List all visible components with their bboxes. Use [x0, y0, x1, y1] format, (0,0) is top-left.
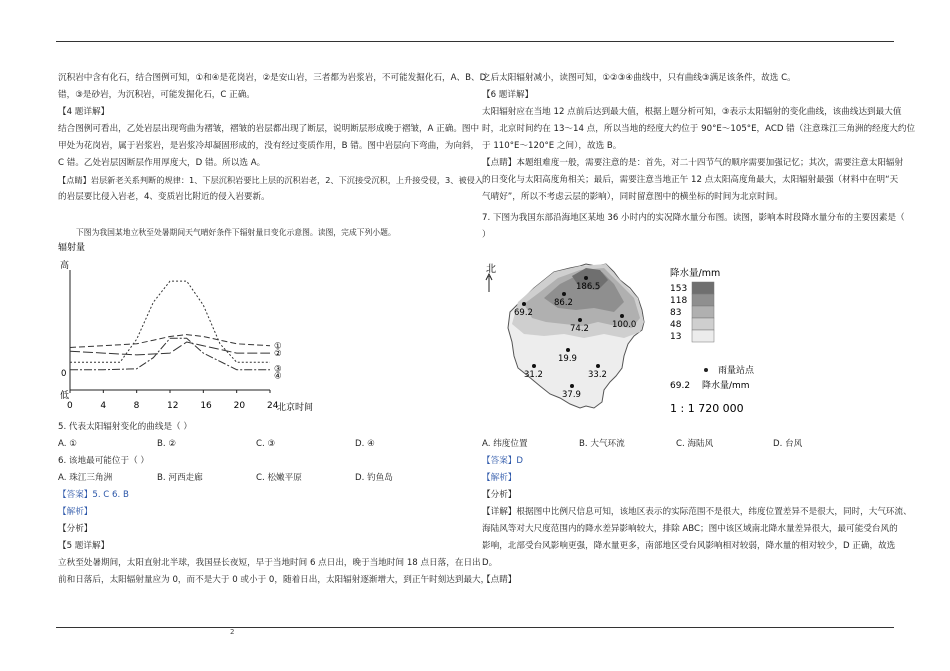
x-tick-24: 24: [267, 401, 279, 411]
y-axis-label: 辐射量: [58, 243, 86, 253]
q5-detail-heading: 【5 题详解】: [58, 541, 110, 551]
left-line-7: 【点睛】岩层新老关系判断的规律：1、下层沉积岩要比上层的沉积岩老，2、下沉接受沉积，上升接受侵，3、被侵入: [58, 175, 484, 185]
legend-swatches: [670, 282, 714, 342]
station-legend-label: 雨量站点: [718, 366, 754, 376]
right-line-1: 之后太阳辐射减小，读图可知，①②③④曲线中，只有曲线③满足该条件，故选 C。: [482, 73, 796, 83]
chart-series: [70, 281, 282, 382]
legend-title: 降水量/mm: [670, 268, 721, 279]
series-line-1: [70, 335, 270, 348]
legend-level-83: 83: [670, 308, 682, 318]
x-tick-4: 4: [100, 401, 107, 411]
q7-detail-line-3: 影响，北部受台风影响更强，降水量更多，南部地区受台风影响相对较弱，降水量的相对较少，D 正确，故选: [482, 541, 896, 551]
q6-option-b[interactable]: B. 河西走廊: [157, 473, 203, 483]
left-line-3: 【4 题详解】: [58, 107, 110, 117]
station-value: 31.2: [524, 370, 543, 380]
series-label-4: ④: [274, 371, 282, 382]
station-dot: [566, 348, 570, 352]
station-value: 86.2: [554, 298, 573, 308]
q6-option-c[interactable]: C. 松嫩平原: [256, 473, 302, 483]
q6-options: [58, 470, 470, 487]
q5-detail-line-2: 前和日落后，太阳辐射量应为 0，而不是大于 0 或小于 0，随着日出，太阳辐射逐渐增大，到正午时刻达到最大，: [58, 575, 490, 585]
y-axis-low: 低: [60, 391, 70, 401]
legend-level-48: 48: [670, 320, 682, 330]
station-dot: [570, 384, 574, 388]
station-value: 100.0: [612, 320, 637, 330]
series-label-3: ③: [274, 364, 282, 375]
q5-option-d[interactable]: D. ④: [355, 439, 375, 449]
x-tick-16: 16: [200, 401, 212, 411]
q7-stem-cont: ）: [482, 230, 491, 240]
answer-5-6: 【答案】5. C 6. B: [58, 490, 129, 500]
series-label-1: ①: [274, 341, 282, 352]
page-number: 2: [230, 628, 235, 636]
left-column: [58, 70, 487, 206]
station-legend-unit: 降水量/mm: [702, 381, 750, 391]
x-axis-label: 北京时间: [277, 403, 314, 413]
q6-option-d[interactable]: D. 钓鱼岛: [355, 473, 393, 483]
legend-swatch-118: [692, 294, 714, 306]
legend-level-13: 13: [670, 332, 682, 342]
right-line-6: 【点睛】本题组难度一般，需要注意的是：首先，对二十四节气的顺序需要加强记忆；其次，需要注意太阳辐射: [482, 158, 904, 168]
legend-swatch-48: [692, 318, 714, 330]
station-value: 33.2: [588, 370, 607, 380]
series-line-3: [70, 281, 270, 362]
x-tick-0: 0: [67, 401, 73, 411]
left-line-6: C 错。乙处岩层因断层作用厚度大，D 错。所以选 A。: [58, 158, 266, 168]
answer-7: 【答案】D: [482, 456, 523, 466]
q7-detail-line-4: D。: [482, 558, 498, 568]
radiation-chart: [50, 238, 330, 418]
station-value: 37.9: [562, 390, 581, 400]
q5-stem: 5. 代表太阳辐射变化的曲线是（ ）: [58, 422, 192, 432]
q5-block: [58, 419, 490, 589]
right-line-2: 【6 题详解】: [482, 90, 534, 100]
analysis-heading: 【解析】: [58, 507, 93, 517]
legend-level-153: 153: [670, 284, 688, 294]
q5-detail-line-1: 立秋至处暑期间，太阳直射北半球，我国昼长夜短，早于当地时间 6 点日出，晚于当地时间 18 点日落，在日出: [58, 558, 481, 568]
right-line-8: 气晴好”，所以不考虑云层的影响），同时留意图中的横坐标的时间为北京时间。: [482, 192, 783, 202]
header-rule: [56, 41, 894, 42]
legend-swatch-153: [692, 282, 714, 294]
q7-stem: 7. 下图为我国东部沿海地区某地 36 小时内的实况降水量分布图。读图，影响本时段降水量分布的主要因素是（: [482, 213, 905, 223]
left-line-4: 结合图例可看出，乙处岩层出现弯曲为褶皱，褶皱的岩层都出现了断层，说明断层形成晚于褶皱，A 正确。图中: [58, 124, 480, 134]
q6-stem: 6. 该地最可能位于（ ）: [58, 456, 150, 466]
y-axis-high: 高: [60, 261, 70, 271]
question-intro-text: 下图为我国某地立秋至处暑期间天气晴好条件下辐射量日变化示意图。读图，完成下列小题。: [76, 228, 396, 237]
map-scale: 1 : 1 720 000: [670, 402, 744, 415]
series-label-2: ②: [274, 349, 282, 360]
legend: [670, 267, 754, 415]
right-line-5: 于 110°E～120°E 之间），故选 B。: [482, 141, 622, 151]
right-line-3: 太阳辐射应在当地 12 点前后达到最大值，根据上题分析可知，③表示太阳辐射的变化曲线，该曲线达到最大值: [482, 107, 902, 117]
q5-option-c[interactable]: C. ③: [256, 439, 276, 449]
left-line-2: 错，③是砂岩，为沉积岩，可能发掘化石，C 正确。: [58, 90, 255, 100]
dianjing-heading-7: 【点睛】: [482, 575, 517, 585]
footer-rule: [56, 627, 894, 628]
q5-option-a[interactable]: A. ①: [58, 439, 77, 449]
x-tick-12: 12: [167, 401, 179, 411]
station-dot: [584, 276, 588, 280]
station-value: 186.5: [576, 282, 601, 292]
legend-swatch-13: [692, 330, 714, 342]
q7-detail-line-2: 海陆风等对大尺度范围内的降水差异影响较大，排除 ABC；图中该区域南北降水量差异很大，最可能受台风的: [482, 524, 898, 534]
legend-level-118: 118: [670, 296, 688, 306]
y-axis-zero: 0: [61, 369, 67, 379]
station-dot: [596, 364, 600, 368]
station-value: 74.2: [570, 324, 589, 334]
fenxi-heading: 【分析】: [58, 524, 93, 534]
analysis-heading-7: 【解析】: [482, 473, 517, 483]
station-dot: [620, 314, 624, 318]
q5-options: [58, 436, 470, 453]
station-dot: [562, 292, 566, 296]
left-line-1: 沉积岩中含有化石，结合图例可知，①和④是花岗岩，②是安山岩，三者都为岩浆岩，不可能发掘化石，A、B、D: [58, 73, 487, 83]
station-dot: [522, 302, 526, 306]
fenxi-heading-7: 【分析】: [482, 490, 517, 500]
precipitation-map: [484, 258, 754, 428]
legend-swatch-83: [692, 306, 714, 318]
left-line-8: 的岩层要比侵入岩老，4、变质岩比附近的侵入岩要新。: [58, 192, 270, 202]
north-arrow: [486, 263, 496, 292]
station-dot: [532, 364, 536, 368]
right-line-7: 的日变化与太阳高度角相关；最后，需要注意当地正午 12 点太阳高度角最大，太阳辐射最强（材料中在明“天: [482, 175, 899, 185]
station-dot: [578, 318, 582, 322]
right-line-4: 时，北京时间约在 13～14 点，所以当地的经度大约位于 90°E～105°E，ACD 错（注意珠江三角洲的经度大约位: [482, 124, 916, 134]
q7-detail-line-1: 【详解】根据图中比例尺信息可知，该地区表示的实际范围不是很大，纬度位置差异不是很大，同时，大气环流、: [482, 507, 912, 517]
q7-option-c[interactable]: C. 海陆风: [676, 439, 714, 449]
right-column: [482, 70, 916, 244]
x-tick-20: 20: [233, 401, 246, 411]
north-label: 北: [486, 264, 496, 275]
q7-options: [482, 436, 892, 453]
left-line-5: 甲处为花岗岩，属于岩浆岩，是岩浆冷却凝固形成的，没有经过变质作用，B 错。图中岩层向下弯曲，为向斜，: [58, 141, 480, 151]
x-tick-8: 8: [133, 401, 140, 411]
station-value: 69.2: [514, 308, 533, 318]
station-legend-value: 69.2: [670, 381, 691, 391]
q5-option-b[interactable]: B. ②: [157, 439, 177, 449]
station-legend-dot: [704, 368, 708, 372]
q6-option-a[interactable]: A. 珠江三角洲: [58, 473, 113, 483]
series-line-4: [70, 338, 270, 369]
q7-option-a[interactable]: A. 纬度位置: [482, 439, 528, 449]
q7-option-d[interactable]: D. 台风: [773, 439, 803, 449]
chart-axes: [58, 241, 313, 413]
station-value: 19.9: [558, 354, 577, 364]
q7-block: [482, 436, 912, 589]
x-ticks: [67, 390, 279, 411]
q7-option-b[interactable]: B. 大气环流: [579, 439, 625, 449]
